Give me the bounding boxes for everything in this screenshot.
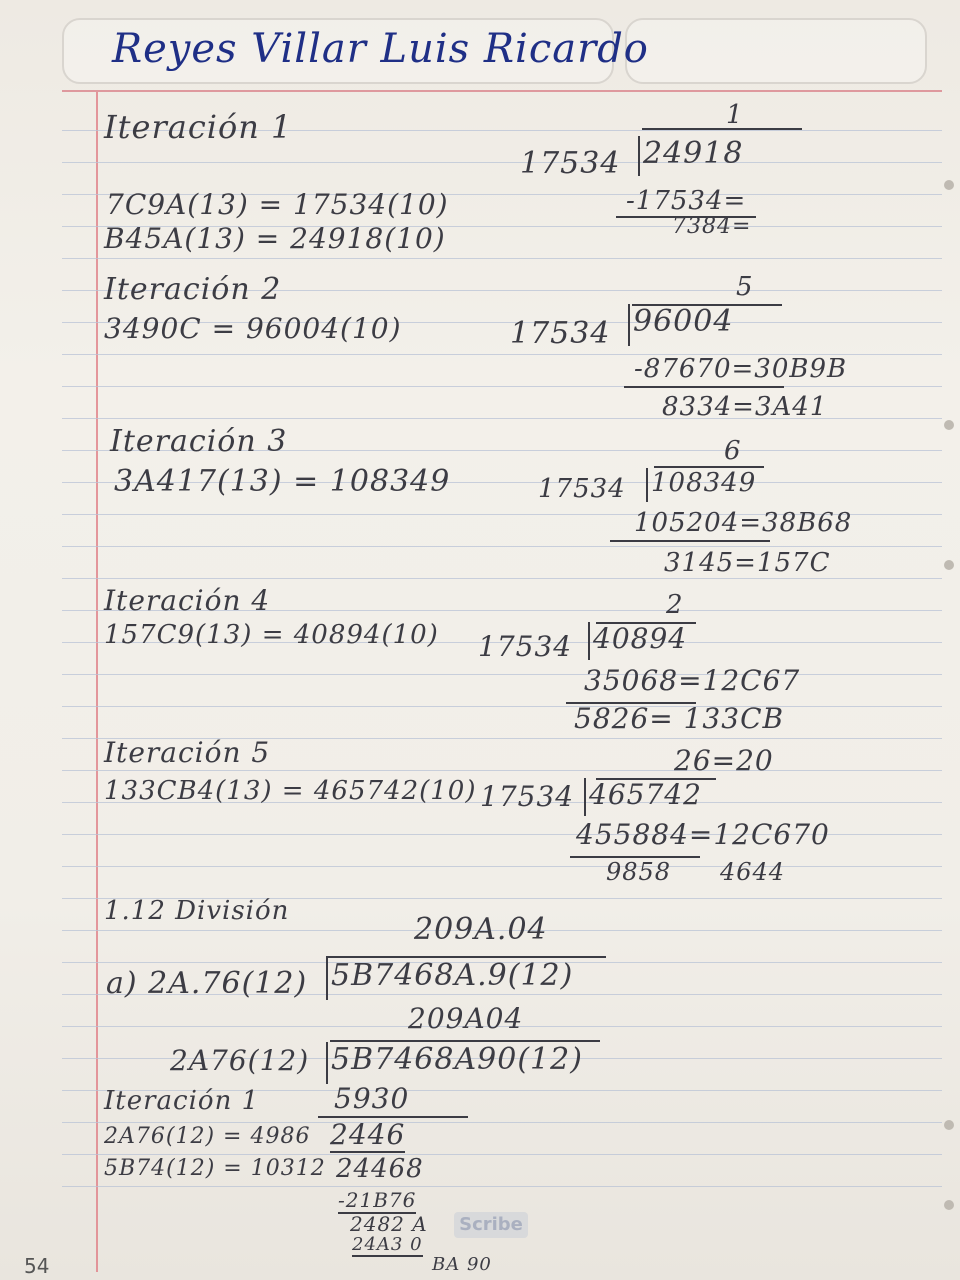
part-b-dividend: 5B7468A90(12)	[326, 1042, 583, 1084]
iteration-2-quotient: 5	[736, 272, 754, 302]
division-step: BA 90	[432, 1254, 492, 1275]
spiral-hole	[944, 180, 954, 190]
ruled-line	[62, 770, 942, 771]
scribe-watermark-logo: Scribe	[454, 1212, 528, 1238]
iteration-4-divisor: 17534	[478, 630, 573, 663]
spiral-hole	[944, 1120, 954, 1130]
iteration-3-subtrahend: 105204=38B68	[634, 508, 853, 538]
division-iteration-title: Iteración 1	[104, 1086, 260, 1116]
iteration-3-remainder: 3145=157C	[664, 548, 831, 578]
section-title: 1.12 División	[104, 896, 290, 926]
subtraction-line	[610, 540, 770, 542]
part-a-label: a) 2A.76(12)	[106, 966, 308, 1001]
iteration-5-subtrahend: 455884=12C670	[576, 818, 830, 851]
spiral-hole	[944, 1200, 954, 1210]
spiral-hole	[944, 420, 954, 430]
ruled-line	[62, 866, 942, 867]
iteration-1-title: Iteración 1	[104, 108, 293, 146]
iteration-3-quotient: 6	[724, 436, 742, 466]
part-a-dividend: 5B7468A.9(12)	[326, 958, 573, 1000]
student-name: Reyes Villar Luis Ricardo	[112, 26, 649, 72]
iteration-2-eq1: 3490C = 96004(10)	[104, 312, 402, 345]
part-a-quotient: 209A.04	[414, 912, 548, 947]
iteration-4-eq1: 157C9(13) = 40894(10)	[104, 620, 439, 650]
ruled-line	[62, 546, 942, 547]
iteration-5-eq1: 133CB4(13) = 465742(10)	[104, 776, 477, 806]
iteration-3-dividend: 108349	[646, 468, 756, 502]
iteration-1-divisor: 17534	[520, 146, 621, 181]
ruled-line	[62, 1154, 942, 1155]
iteration-1-dividend: 24918	[638, 136, 743, 176]
division-step: 2482 A	[350, 1212, 428, 1236]
iteration-5-remainder-alt: 4644	[720, 858, 786, 886]
iteration-3-eq1: 3A417(13) = 108349	[114, 464, 451, 499]
iteration-5-quotient: 26=20	[674, 744, 774, 777]
iteration-5-remainder: 9858	[606, 858, 672, 886]
iteration-1-quotient: 1	[726, 100, 744, 130]
iteration-1-subtrahend: -17534=	[626, 186, 747, 216]
iteration-4-quotient: 2	[666, 590, 684, 620]
page-number: 54	[24, 1254, 50, 1278]
division-step: 24468	[336, 1154, 424, 1184]
iteration-2-title: Iteración 2	[104, 272, 282, 307]
iteration-4-remainder: 5826= 133CB	[574, 702, 785, 735]
division-step: 5930	[334, 1082, 410, 1115]
ruled-line	[62, 1186, 942, 1187]
iteration-3-divisor: 17534	[538, 474, 626, 504]
iteration-1-eq2: B45A(13) = 24918(10)	[104, 222, 446, 255]
division-bar	[642, 128, 802, 130]
iteration-1-eq1: 7C9A(13) = 17534(10)	[106, 188, 449, 221]
header-box-right	[625, 18, 927, 84]
subtraction-line	[624, 386, 784, 388]
iteration-5-dividend: 465742	[584, 778, 702, 816]
iteration-4-dividend: 40894	[588, 622, 687, 660]
ruled-line	[62, 162, 942, 163]
iteration-5-title: Iteración 5	[104, 736, 271, 769]
ruled-line	[62, 258, 942, 259]
part-b-quotient: 209A04	[408, 1002, 524, 1035]
part-b-divisor: 2A76(12)	[170, 1044, 310, 1077]
ruled-line	[62, 674, 942, 675]
ruled-line	[62, 706, 942, 707]
iteration-4-subtrahend: 35068=12C67	[584, 664, 801, 697]
header-rule	[62, 90, 942, 92]
margin-line	[96, 92, 98, 1272]
iteration-2-remainder: 8334=3A41	[662, 392, 828, 422]
iteration-3-title: Iteración 3	[110, 424, 288, 459]
division-step: 24A3 0	[352, 1234, 423, 1255]
iteration-5-divisor: 17534	[480, 780, 575, 813]
division-eq1: 2A76(12) = 4986	[104, 1124, 311, 1149]
division-step: 2446	[330, 1118, 406, 1151]
division-step: -21B76	[338, 1188, 417, 1212]
ruled-line	[62, 386, 942, 387]
ruled-line	[62, 578, 942, 579]
spiral-hole	[944, 560, 954, 570]
iteration-2-subtrahend: -87670=30B9B	[634, 354, 848, 384]
ruled-line	[62, 1122, 942, 1123]
iteration-2-divisor: 17534	[510, 316, 611, 351]
iteration-2-dividend: 96004	[628, 304, 733, 346]
division-eq2: 5B74(12) = 10312	[104, 1156, 326, 1181]
iteration-1-remainder: 7384=	[672, 214, 752, 239]
iteration-4-title: Iteración 4	[104, 584, 271, 617]
